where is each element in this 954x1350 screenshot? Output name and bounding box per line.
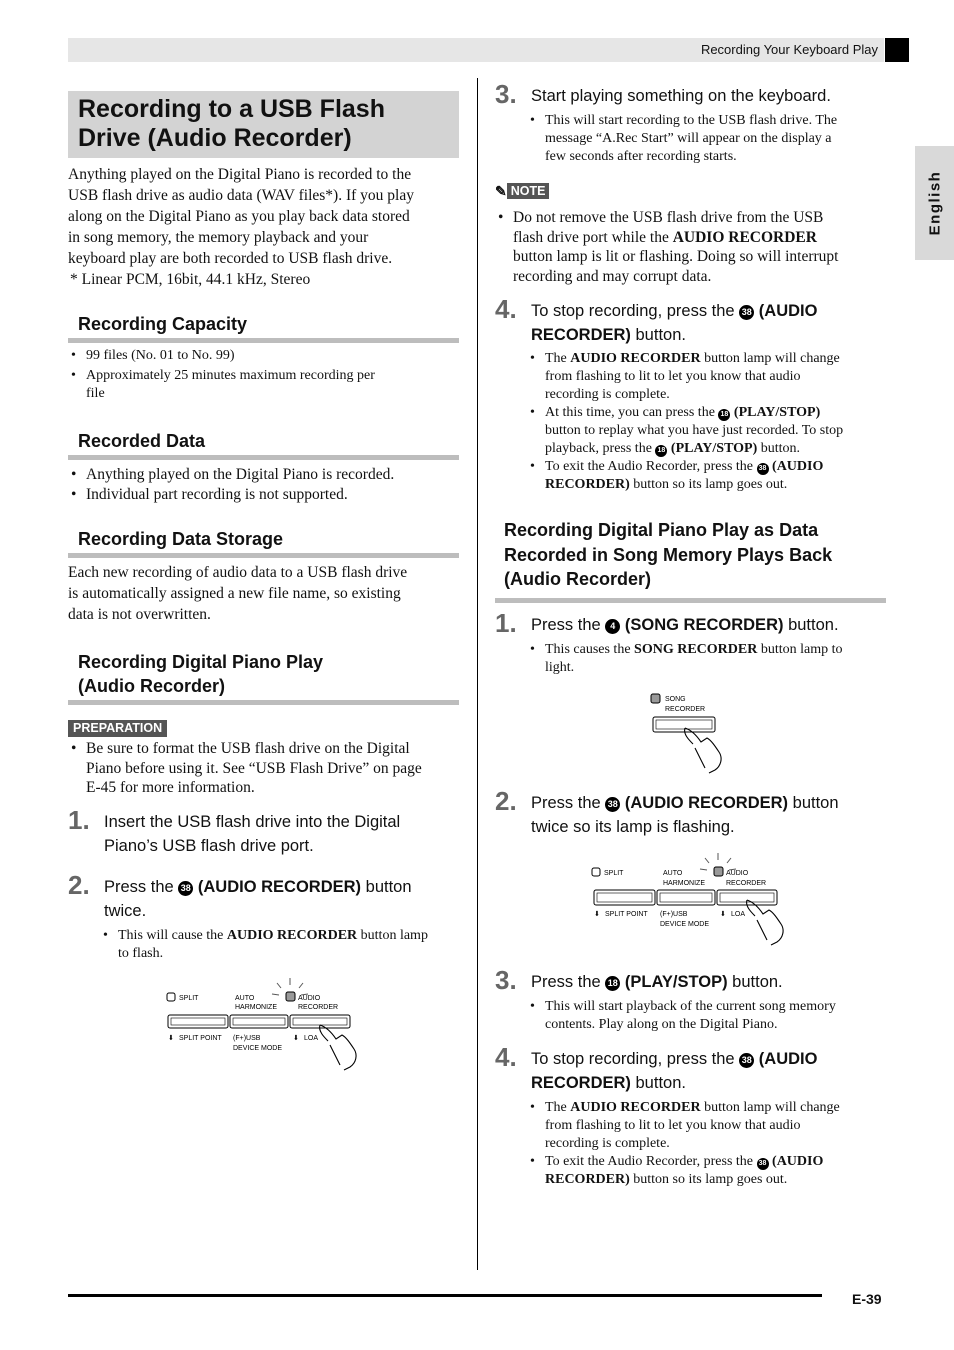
panel-label: DEVICE MODE	[660, 921, 710, 928]
step-text: Insert the USB flash drive into the Digital Piano’s USB flash drive port.	[104, 813, 401, 855]
note-icon: ✎	[495, 183, 507, 199]
download-icon: ⬇	[293, 1035, 299, 1042]
step-text: Press the 18 (PLAY/STOP) button.	[531, 973, 783, 991]
auto-harmonize-button[interactable]	[657, 890, 715, 905]
panel-label: SPLIT	[179, 995, 199, 1002]
panel-label: AUDIO	[726, 870, 749, 877]
header-marker	[885, 38, 909, 62]
recorded-data-list	[68, 465, 463, 504]
left-step2-note	[100, 927, 462, 963]
panel-label: HARMONIZE	[663, 880, 705, 887]
preparation-list	[68, 739, 463, 798]
panel-label: SPLIT POINT	[605, 911, 648, 918]
circled-number-icon: 4	[605, 619, 620, 634]
list-item: • To exit the Audio Recorder, press the 38 (AUDIO RECORDER) button so its lamp goes out.	[527, 1153, 889, 1189]
heading-recording-data-storage: Recording Data Storage	[68, 527, 459, 558]
circled-number-icon: 38	[757, 1158, 769, 1170]
right-step3-note	[527, 112, 887, 166]
panel-label: HARMONIZE	[235, 1004, 277, 1011]
list-item: • Be sure to format the USB flash drive on the Digital Piano before using it. See “USB Flash Drive” on page E-45 for more information.	[68, 739, 463, 798]
panel-illustration-audio-right	[585, 852, 790, 952]
panel-label: RECORDER	[726, 880, 767, 887]
list-item: • Individual part recording is not supported.	[68, 485, 463, 505]
step-number: 4.	[495, 1042, 517, 1072]
download-icon: ⬇	[168, 1035, 174, 1042]
pb-step3-note	[527, 998, 889, 1034]
list-item: • At this time, you can press the 18 (PLAY/STOP) button to replay what you have just recorded. To stop playback, press the 18 (PLAY/STOP) button.	[527, 404, 889, 458]
download-icon: ⬇	[594, 911, 600, 918]
panel-label: SPLIT	[604, 870, 624, 877]
auto-harmonize-button[interactable]	[230, 1015, 288, 1028]
split-lamp	[167, 993, 175, 1001]
panel-label: SPLIT POINT	[179, 1035, 222, 1042]
circled-number-icon: 38	[757, 463, 769, 475]
list-item: • This will cause the AUDIO RECORDER button lamp to flash.	[100, 927, 462, 963]
step-number: 2.	[68, 870, 90, 900]
language-tab-label: English	[926, 170, 943, 236]
download-icon: ⬇	[720, 911, 726, 918]
intro-line: USB flash drive as audio data (WAV files*). If you play	[68, 187, 414, 204]
list-item: • The AUDIO RECORDER button lamp will change from flashing to lit to let you know that audio recording is complete.	[527, 1099, 889, 1153]
circled-number-icon: 38	[178, 881, 193, 896]
intro-line: in song memory, the memory playback and your	[68, 229, 369, 246]
step-text: Press the 38 (AUDIO RECORDER) button twice.	[104, 878, 412, 920]
split-button[interactable]	[168, 1015, 228, 1028]
heading-recording-audio-recorder: Recording Digital Piano Play (Audio Recorder)	[68, 650, 459, 705]
panel-label: (F+)USB	[660, 911, 688, 918]
panel-label: RECORDER	[665, 706, 706, 713]
intro-footnote: * Linear PCM, 16bit, 44.1 kHz, Stereo	[70, 271, 311, 288]
right-step4-notes	[527, 350, 889, 494]
circled-number-icon: 18	[655, 445, 667, 457]
panel-illustration-song	[645, 688, 735, 778]
footer-rule	[68, 1294, 822, 1297]
panel-label: LOA	[304, 1035, 319, 1042]
step-number: 1.	[495, 608, 517, 638]
heading-playback-audio-recorder: Recording Digital Piano Play as Data Recorded in Song Memory Plays Back (Audio Recorder)	[495, 518, 886, 603]
panel-label: SONG	[665, 696, 686, 703]
list-item: • Anything played on the Digital Piano is recorded.	[68, 465, 463, 485]
step-text: Start playing something on the keyboard.	[531, 87, 831, 105]
step-number: 3.	[495, 965, 517, 995]
hand-icon	[747, 900, 783, 945]
intro-line: along on the Digital Piano as you play back data stored	[68, 208, 410, 225]
step-number: 2.	[495, 786, 517, 816]
note-badge: ✎ NOTE	[495, 183, 549, 200]
list-item: • This will start playback of the current song memory contents. Play along on the Digital Piano.	[527, 998, 889, 1034]
circled-number-icon: 38	[739, 1053, 754, 1068]
step-number: 4.	[495, 294, 517, 324]
audio-recorder-lamp	[714, 867, 723, 876]
intro-paragraph	[68, 164, 463, 290]
circled-number-icon: 18	[718, 409, 730, 421]
step-number: 1.	[68, 805, 90, 835]
hand-icon	[320, 1025, 356, 1070]
panel-label: AUDIO	[298, 995, 321, 1002]
panel-label: RECORDER	[298, 1004, 339, 1011]
circled-number-icon: 38	[739, 305, 754, 320]
list-item: • Approximately 25 minutes maximum recording per file	[68, 367, 463, 403]
hand-icon	[685, 728, 721, 773]
page-title-box	[68, 91, 459, 158]
column-divider	[477, 78, 478, 1270]
step-text: Press the 38 (AUDIO RECORDER) button twice so its lamp is flashing.	[531, 794, 839, 836]
step-text: To stop recording, press the 38 (AUDIO RECORDER) button.	[531, 302, 818, 344]
heading-recorded-data: Recorded Data	[68, 429, 459, 460]
pb-step4-notes	[527, 1099, 889, 1189]
list-item: • This will start recording to the USB flash drive. The message “A.Rec Start” will appear on the display a few seconds after recording starts.	[527, 112, 887, 166]
heading-recording-capacity: Recording Capacity	[68, 312, 459, 343]
list-item: • 99 files (No. 01 to No. 99)	[68, 347, 463, 365]
split-lamp	[592, 868, 600, 876]
running-header: Recording Your Keyboard Play	[700, 42, 878, 57]
panel-label: (F+)USB	[233, 1035, 261, 1042]
panel-illustration-audio-left	[160, 975, 365, 1075]
song-recorder-button[interactable]	[653, 717, 715, 732]
circled-number-icon: 18	[605, 976, 620, 991]
note-list	[495, 208, 890, 286]
preparation-badge: PREPARATION	[68, 720, 167, 737]
page-number: E-39	[852, 1291, 882, 1307]
pb-step1-note	[527, 641, 889, 677]
intro-line: keyboard play are both recorded to USB flash drive.	[68, 250, 393, 267]
step-text: To stop recording, press the 38 (AUDIO RECORDER) button.	[531, 1050, 818, 1092]
split-button[interactable]	[594, 890, 655, 905]
list-item: • The AUDIO RECORDER button lamp will change from flashing to lit to let you know that audio recording is complete.	[527, 350, 889, 404]
list-item: • To exit the Audio Recorder, press the 38 (AUDIO RECORDER) button so its lamp goes out.	[527, 458, 889, 494]
language-tab	[915, 146, 954, 260]
song-recorder-lamp	[651, 694, 660, 703]
panel-label: AUTO	[235, 995, 255, 1002]
step-number: 3.	[495, 79, 517, 109]
intro-line: Anything played on the Digital Piano is recorded to the	[68, 166, 412, 183]
list-item: • This causes the SONG RECORDER button lamp to light.	[527, 641, 889, 677]
panel-label: LOA	[731, 911, 746, 918]
step-text: Press the 4 (SONG RECORDER) button.	[531, 616, 839, 634]
panel-label: AUTO	[663, 870, 683, 877]
circled-number-icon: 38	[605, 797, 620, 812]
page-title: Recording to a USB Flash Drive (Audio Recorder)	[78, 95, 385, 152]
capacity-list	[68, 347, 463, 403]
panel-label: DEVICE MODE	[233, 1045, 283, 1052]
storage-paragraph: Each new recording of audio data to a USB flash drive is automatically assigned a new file name, so existing data is not overwritten.	[68, 564, 408, 623]
list-item: • Do not remove the USB flash drive from the USB flash drive port while the AUDIO RECORDER button lamp is lit or flashing. Doing so will interrupt recording and may corrupt data.	[495, 208, 890, 286]
audio-recorder-lamp	[286, 992, 295, 1001]
